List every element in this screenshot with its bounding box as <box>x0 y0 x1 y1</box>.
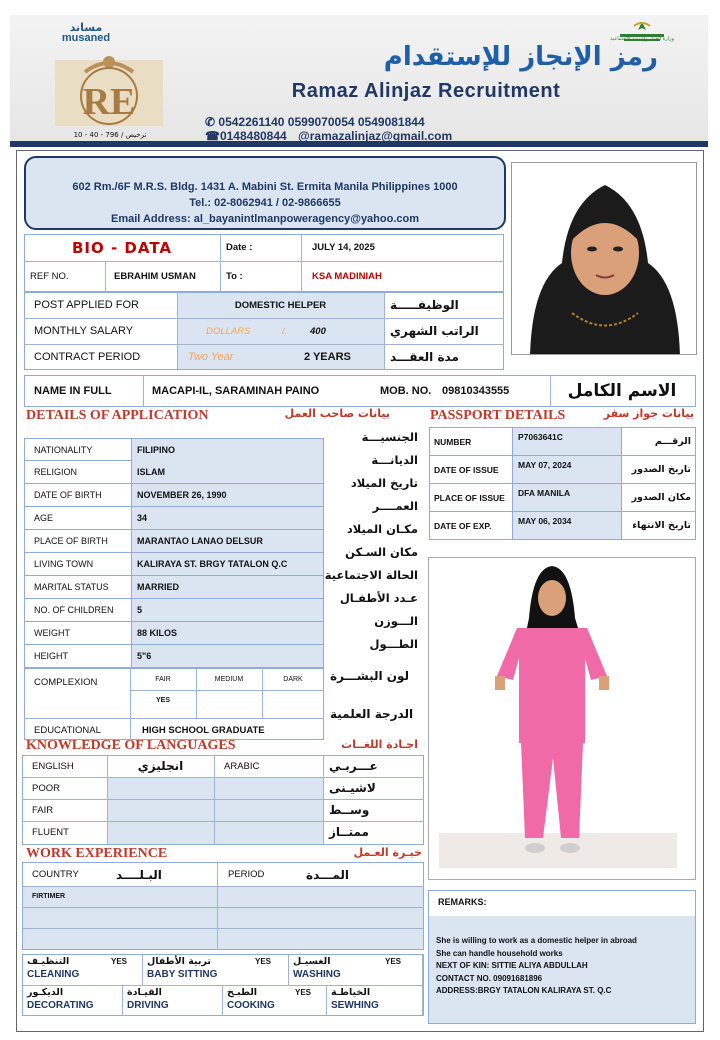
languages-title-ar: اجـادة اللغــات <box>341 738 418 751</box>
skill-cell <box>123 986 223 1016</box>
work-period: PERIOD <box>228 869 265 880</box>
detail-label-ar: تاريخ الميلاد <box>350 476 418 490</box>
agency-email: Email Address: al_bayanintlmanpoweragency@yahoo.com <box>110 213 420 225</box>
divider <box>24 718 324 719</box>
detail-value: 88 KILOS <box>137 628 178 638</box>
salary-sep: /. <box>282 325 288 337</box>
remarks-line: CONTACT NO. 09091681896 <box>436 973 543 983</box>
name-label: NAME IN FULL <box>34 385 112 397</box>
remarks-line: NEXT OF KIN: SITTIE ALIYA ABDULLAH <box>436 961 588 970</box>
work-first: FIRTIMER <box>32 893 66 900</box>
detail-row <box>24 622 324 645</box>
skill-ar: الطبـخ <box>227 987 258 998</box>
detail-value: MARANTAO LANAO DELSUR <box>137 536 263 546</box>
skill-en: DECORATING <box>27 1000 94 1011</box>
phone-2: 0148480844 <box>219 129 287 143</box>
full-body-photo-art <box>429 558 696 880</box>
skill-en: BABY SITTING <box>147 969 218 980</box>
svg-text:RE: RE <box>82 81 136 123</box>
post-label: POST APPLIED FOR <box>34 299 139 311</box>
company-name-ar: رمز الإنجاز للإستقدام <box>383 42 658 72</box>
phone-icon: ✆ <box>205 115 219 129</box>
skill-yes: YES <box>385 957 402 966</box>
complexion-label: COMPLEXION <box>34 676 98 688</box>
ref-value: EBRAHIM USMAN <box>114 271 196 282</box>
passport-table <box>429 427 696 541</box>
ref-label: REF NO. <box>30 271 69 282</box>
passport-label: NUMBER <box>434 436 472 447</box>
passport-label-ar: مكان الصدور <box>631 492 691 503</box>
agency-tel: Tel.: 02-8062941 / 02-9866655 <box>189 197 341 209</box>
detail-label: RELIGION <box>34 467 78 477</box>
company-name-en: Ramaz Alinjaz Recruitment <box>291 80 561 102</box>
musaned-en: musaned <box>61 32 111 44</box>
skill-yes: YES <box>295 988 312 997</box>
name-value: MACAPI-IL, SARAMINAH PAINO <box>152 385 320 397</box>
detail-row <box>24 507 324 530</box>
lang-fair-ar: وســط <box>329 803 370 817</box>
detail-row <box>24 645 324 668</box>
skill-ar: الخياطـة <box>331 987 371 998</box>
detail-row <box>24 461 324 484</box>
details-title: DETAILS OF APPLICATION <box>26 408 209 423</box>
skill-yes: YES <box>255 957 272 966</box>
full-body-photo <box>428 557 696 880</box>
phone-numbers: 0542261140 0599070054 0549081844 <box>218 115 425 129</box>
post-value: DOMESTIC HELPER <box>234 299 327 311</box>
complexion-fair: FAIR <box>155 675 171 683</box>
complexion-mark: YES <box>155 696 170 704</box>
ministry-text: وزارة العمل والتنمية الاجتماعية <box>610 36 674 42</box>
passport-label-ar: تاريخ الانتهاء <box>632 520 691 531</box>
contract-label-ar: مدة العقـــد <box>390 350 459 364</box>
lang-fluent: FLUENT <box>32 826 69 838</box>
detail-row <box>24 553 324 576</box>
details-title-ar: بيانات صاحب العمل <box>284 407 390 420</box>
work-period-ar: المـــدة <box>306 867 349 882</box>
passport-value: DFA MANILA <box>518 488 571 498</box>
detail-label: WEIGHT <box>34 628 70 638</box>
detail-row <box>24 599 324 622</box>
passport-value: P7063641C <box>518 432 563 442</box>
languages-fill <box>107 777 323 844</box>
lang-poor-ar: لاشيـنى <box>329 781 376 795</box>
detail-label-ar: مكـان الميلاد <box>346 522 418 536</box>
detail-label: NO. OF CHILDREN <box>34 605 114 615</box>
detail-label: HEIGHT <box>34 651 69 661</box>
detail-label-ar: العمــــر <box>372 499 418 513</box>
detail-label: MARITAL STATUS <box>34 582 109 592</box>
passport-label: PLACE OF ISSUE <box>434 492 505 503</box>
education-value: HIGH SCHOOL GRADUATE <box>142 724 265 736</box>
contract-hint: Two Year <box>188 351 234 363</box>
passport-title-ar: بيانات جواز سفر <box>603 407 694 420</box>
detail-value: MARRIED <box>137 582 179 592</box>
education-label: EDUCATIONAL <box>34 724 101 736</box>
remarks-line: ADDRESS:BRGY TATALON KALIRAYA ST. Q.C <box>436 986 612 995</box>
to-value: KSA MADINIAH <box>312 271 382 282</box>
remarks-label: REMARKS: <box>438 897 487 907</box>
contract-label: CONTRACT PERIOD <box>34 351 141 363</box>
salary-currency: DOLLARS <box>206 325 251 337</box>
salary-label-ar: الراتب الشهري <box>390 324 479 338</box>
skill-en: DRIVING <box>127 1000 169 1011</box>
detail-label-ar: الجنسيـــة <box>361 430 418 444</box>
portrait-photo-art <box>512 163 697 355</box>
passport-label-ar: الرقـــم <box>654 436 691 447</box>
divider <box>214 755 215 845</box>
detail-value: FILIPINO <box>137 445 175 455</box>
detail-value: 34 <box>137 513 148 523</box>
passport-value: MAY 07, 2024 <box>518 460 572 470</box>
lang-arabic-ar: عـــربـي <box>329 759 378 773</box>
divider <box>22 907 424 908</box>
passport-row <box>429 427 696 456</box>
skill-yes: YES <box>111 957 128 966</box>
skill-ar: الديكـور <box>27 987 64 998</box>
divider <box>143 375 144 407</box>
remarks-line: She can handle household works <box>436 948 563 958</box>
divider <box>105 261 106 292</box>
skill-en: COOKING <box>227 1000 275 1011</box>
skill-cell <box>23 986 123 1016</box>
portrait-photo <box>511 162 697 355</box>
to-label: To : <box>226 271 243 282</box>
header-contact <box>205 129 655 143</box>
skill-cell <box>289 955 423 985</box>
bio-data-title: BIO - DATA <box>71 238 172 257</box>
detail-value: 5 <box>137 605 143 615</box>
email-icon: @ <box>298 129 310 143</box>
skill-ar: القيـادة <box>127 987 162 998</box>
work-title: WORK EXPERIENCE <box>26 846 168 861</box>
skill-cell <box>143 955 289 985</box>
musaned-logo <box>46 22 126 44</box>
detail-value: ISLAM <box>137 467 165 477</box>
name-label-ar: الاسم الكامل <box>567 381 677 401</box>
date-value: JULY 14, 2025 <box>312 242 375 253</box>
passport-label: DATE OF ISSUE <box>434 464 499 475</box>
detail-row <box>24 484 324 507</box>
remarks-text <box>436 935 692 998</box>
divider <box>217 862 218 950</box>
divider <box>22 928 424 929</box>
skill-ar: التنظيـف <box>27 956 70 967</box>
work-country-ar: البـلــــد <box>116 867 162 882</box>
detail-row <box>24 438 324 461</box>
lang-english: ENGLISH <box>32 760 74 772</box>
salary-label: MONTHLY SALARY <box>34 325 134 337</box>
mob-label: MOB. NO. <box>380 385 432 397</box>
passport-label: DATE OF EXP. <box>434 520 492 531</box>
date-label: Date : <box>226 242 253 253</box>
remarks-line: She is willing to work as a domestic helper in abroad <box>436 936 637 945</box>
education-label-ar: الدرجة العلمية <box>330 707 414 721</box>
detail-label-ar: الديانـــة <box>371 453 418 467</box>
post-label-ar: الوظيفـــــة <box>390 298 459 312</box>
detail-label-ar: مكان السـكن <box>345 545 418 559</box>
detail-label: AGE <box>34 513 54 523</box>
detail-value: 5"6 <box>137 651 152 661</box>
skills-table <box>22 954 424 1016</box>
skill-cell <box>23 955 143 985</box>
detail-label-ar: الطـــول <box>369 637 418 651</box>
divider <box>301 234 302 292</box>
detail-value: KALIRAYA ST. BRGY TATALON Q.C <box>137 559 288 569</box>
skill-en: WASHING <box>293 969 341 980</box>
work-country: COUNTRY <box>32 869 79 880</box>
work-title-ar: خبـرة العـمل <box>353 846 422 859</box>
skill-cell <box>327 986 423 1016</box>
skill-ar: تربية الأطفال <box>147 956 211 967</box>
complexion-medium: MEDIUM <box>214 675 244 683</box>
lang-arabic: ARABIC <box>224 760 260 772</box>
detail-label: PLACE OF BIRTH <box>34 536 108 546</box>
passport-row <box>429 483 696 512</box>
passport-row <box>429 455 696 484</box>
skill-ar: الغسيـل <box>293 956 331 967</box>
license-text: ترخيص / 796 - 40 - 10 <box>73 131 147 139</box>
passport-title: PASSPORT DETAILS <box>430 408 566 423</box>
musaned-ar: مساند <box>69 21 103 34</box>
languages-title: KNOWLEDGE OF LANGUAGES <box>26 738 236 753</box>
skill-cell <box>223 986 327 1016</box>
passport-label-ar: تاريخ الصدور <box>631 464 691 475</box>
header-phones <box>205 115 655 129</box>
skill-en: SEWHING <box>331 1000 379 1011</box>
detail-row <box>24 576 324 599</box>
contract-value: 2 YEARS <box>304 351 351 363</box>
agency-logo <box>55 52 163 132</box>
detail-label-ar: عـدد الأطفـال <box>339 591 418 605</box>
detail-row <box>24 530 324 553</box>
agency-address: 602 Rm./6F M.R.S. Bldg. 1431 A. Mabini St. Ermita Manila Philippines 1000 <box>72 181 458 193</box>
header-email: ramazalinjaz@gmail.com <box>309 129 453 143</box>
lang-english-ar: انجليزي <box>137 759 184 773</box>
phone-icon: ☎ <box>205 129 220 143</box>
detail-label: LIVING TOWN <box>34 559 94 569</box>
passport-value: MAY 06, 2034 <box>518 516 572 526</box>
complexion-dark: DARK <box>283 675 303 683</box>
mob-value: 09810343555 <box>442 385 510 397</box>
detail-label-ar: الحالة الاجتماعية <box>324 568 418 582</box>
detail-label-ar: الـــوزن <box>374 614 418 628</box>
passport-row <box>429 511 696 540</box>
detail-label: DATE OF BIRTH <box>34 490 102 500</box>
detail-value: NOVEMBER 26, 1990 <box>137 490 227 500</box>
skill-en: CLEANING <box>27 969 80 980</box>
salary-value: 400 <box>310 325 326 337</box>
lang-fluent-ar: ممتــاز <box>329 825 369 839</box>
lang-poor: POOR <box>32 782 60 794</box>
detail-label: NATIONALITY <box>34 445 93 455</box>
lang-fair: FAIR <box>32 804 54 816</box>
complexion-label-ar: لون البشـــرة <box>330 669 410 683</box>
